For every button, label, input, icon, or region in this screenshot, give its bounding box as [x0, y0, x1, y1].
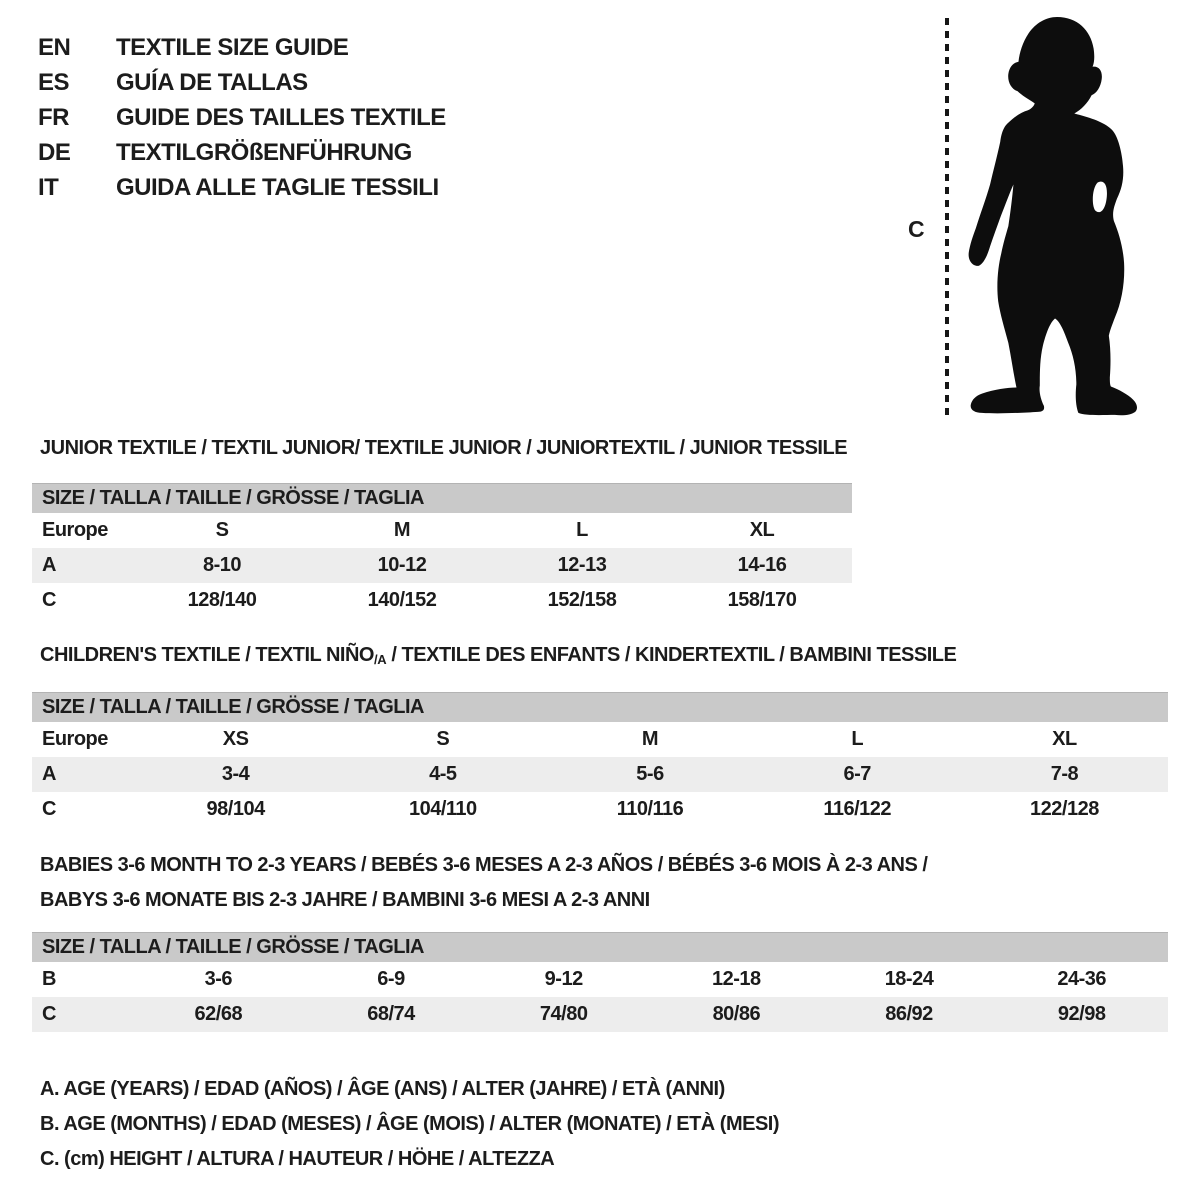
- language-row-en: [38, 30, 446, 65]
- legend-line-a: A. AGE (YEARS) / EDAD (AÑOS) / ÂGE (ANS) / ALTER (JAHRE) / ETÀ (ANNI): [40, 1078, 725, 1100]
- table-row-age: [32, 548, 852, 583]
- babies-size-table: [32, 932, 1168, 1032]
- age-cell: 24-36: [1057, 968, 1107, 990]
- height-cell: 110/116: [616, 798, 684, 820]
- toddler-silhouette-icon: [961, 14, 1145, 420]
- age-cell: 3-4: [221, 763, 250, 785]
- size-cell: XS: [222, 728, 249, 750]
- age-cell: 10-12: [377, 554, 427, 576]
- height-measure-label: C: [908, 216, 925, 242]
- legend-line-b: B. AGE (MONTHS) / EDAD (MESES) / ÂGE (MOIS) / ALTER (MONATE) / ETÀ (MESI): [40, 1113, 780, 1135]
- height-cell: 140/152: [367, 589, 437, 611]
- row-label: Europe: [42, 519, 108, 541]
- age-cell: 14-16: [737, 554, 787, 576]
- children-title-post: / TEXTILE DES ENFANTS / KINDERTEXTIL / BAMBINI TESSILE: [386, 644, 957, 666]
- row-label: B: [42, 968, 56, 990]
- size-cell: L: [576, 519, 588, 541]
- size-cell: XL: [1052, 728, 1077, 750]
- height-cell: 86/92: [885, 1003, 933, 1025]
- size-cell: L: [851, 728, 864, 750]
- language-code: DE: [38, 138, 71, 166]
- language-row-de: [38, 135, 446, 170]
- language-code: FR: [38, 103, 69, 131]
- table-row-height: [32, 583, 852, 618]
- row-label: A: [42, 763, 56, 785]
- legend-line-c: C. (cm) HEIGHT / ALTURA / HAUTEUR / HÖHE / ALTEZZA: [40, 1148, 555, 1170]
- height-cell: 68/74: [367, 1003, 415, 1025]
- size-cell: XL: [749, 519, 775, 541]
- age-cell: 7-8: [1050, 763, 1079, 785]
- language-code: IT: [38, 173, 59, 201]
- height-cell: 128/140: [187, 589, 257, 611]
- height-cell: 158/170: [727, 589, 797, 611]
- babies-title-line-2: BABYS 3-6 MONATE BIS 2-3 JAHRE / BAMBINI 3-6 MESI A 2-3 ANNI: [40, 889, 650, 911]
- table-row-age-months: [32, 962, 1168, 997]
- age-cell: 5-6: [636, 763, 664, 785]
- language-row-fr: [38, 100, 446, 135]
- children-section-title: [40, 644, 956, 667]
- height-measure-dashed-line: [945, 18, 949, 416]
- row-label: A: [42, 554, 56, 576]
- height-cell: 116/122: [823, 798, 892, 820]
- guide-title-es: GUÍA DE TALLAS: [116, 68, 308, 96]
- babies-section-title: [40, 848, 927, 918]
- age-cell: 8-10: [202, 554, 242, 576]
- height-cell: 98/104: [206, 798, 265, 820]
- height-cell: 122/128: [1030, 798, 1099, 820]
- junior-section-title: JUNIOR TEXTILE / TEXTIL JUNIOR/ TEXTILE JUNIOR / JUNIORTEXTIL / JUNIOR TESSILE: [40, 437, 848, 459]
- size-cell: S: [215, 519, 229, 541]
- height-cell: 80/86: [712, 1003, 761, 1025]
- row-label: Europe: [42, 728, 108, 750]
- legend-block: [40, 1072, 779, 1177]
- age-cell: 6-7: [843, 763, 871, 785]
- age-cell: 4-5: [429, 763, 457, 785]
- age-cell: 12-18: [712, 968, 761, 990]
- guide-title-it: GUIDA ALLE TAGLIE TESSILI: [116, 173, 439, 201]
- size-cell: M: [393, 519, 411, 541]
- table-row-height: [32, 792, 1168, 827]
- row-label: C: [42, 589, 56, 611]
- language-code: ES: [38, 68, 70, 96]
- row-label: C: [42, 1003, 56, 1025]
- size-cell: S: [436, 728, 450, 750]
- table-row-age: [32, 757, 1168, 792]
- language-code: EN: [38, 33, 71, 61]
- children-size-table: [32, 692, 1168, 827]
- height-cell: 152/158: [547, 589, 617, 611]
- babies-title-line-1: BABIES 3-6 MONTH TO 2-3 YEARS / BEBÉS 3-6 MESES A 2-3 AÑOS / BÉBÉS 3-6 MOIS À 2-3 ANS /: [40, 854, 928, 876]
- age-cell: 6-9: [377, 968, 405, 990]
- guide-title-de: TEXTILGRÖßENFÜHRUNG: [116, 138, 412, 166]
- table-row-europe: [32, 722, 1168, 757]
- junior-size-table: [32, 483, 852, 618]
- height-cell: 62/68: [194, 1003, 243, 1025]
- height-cell: 92/98: [1057, 1003, 1106, 1025]
- table-row-height: [32, 997, 1168, 1032]
- children-title-pre: CHILDREN'S TEXTILE / TEXTIL NIÑO: [40, 644, 374, 666]
- size-table-header: SIZE / TALLA / TAILLE / GRÖSSE / TAGLIA: [32, 932, 1168, 962]
- guide-title-fr: GUIDE DES TAILLES TEXTILE: [116, 103, 446, 131]
- row-label: C: [42, 798, 56, 820]
- size-cell: M: [641, 728, 659, 750]
- size-table-header: SIZE / TALLA / TAILLE / GRÖSSE / TAGLIA: [32, 692, 1168, 722]
- size-table-header: SIZE / TALLA / TAILLE / GRÖSSE / TAGLIA: [32, 483, 852, 513]
- children-title-sub: /A: [373, 652, 387, 667]
- age-cell: 18-24: [884, 968, 934, 990]
- age-cell: 12-13: [557, 554, 607, 576]
- language-title-block: [38, 30, 446, 205]
- guide-title-en: TEXTILE SIZE GUIDE: [116, 33, 349, 61]
- height-cell: 74/80: [539, 1003, 588, 1025]
- height-cell: 104/110: [408, 798, 477, 820]
- age-cell: 9-12: [544, 968, 583, 990]
- language-row-es: [38, 65, 446, 100]
- age-cell: 3-6: [204, 968, 233, 990]
- language-row-it: [38, 170, 446, 205]
- table-row-europe: [32, 513, 852, 548]
